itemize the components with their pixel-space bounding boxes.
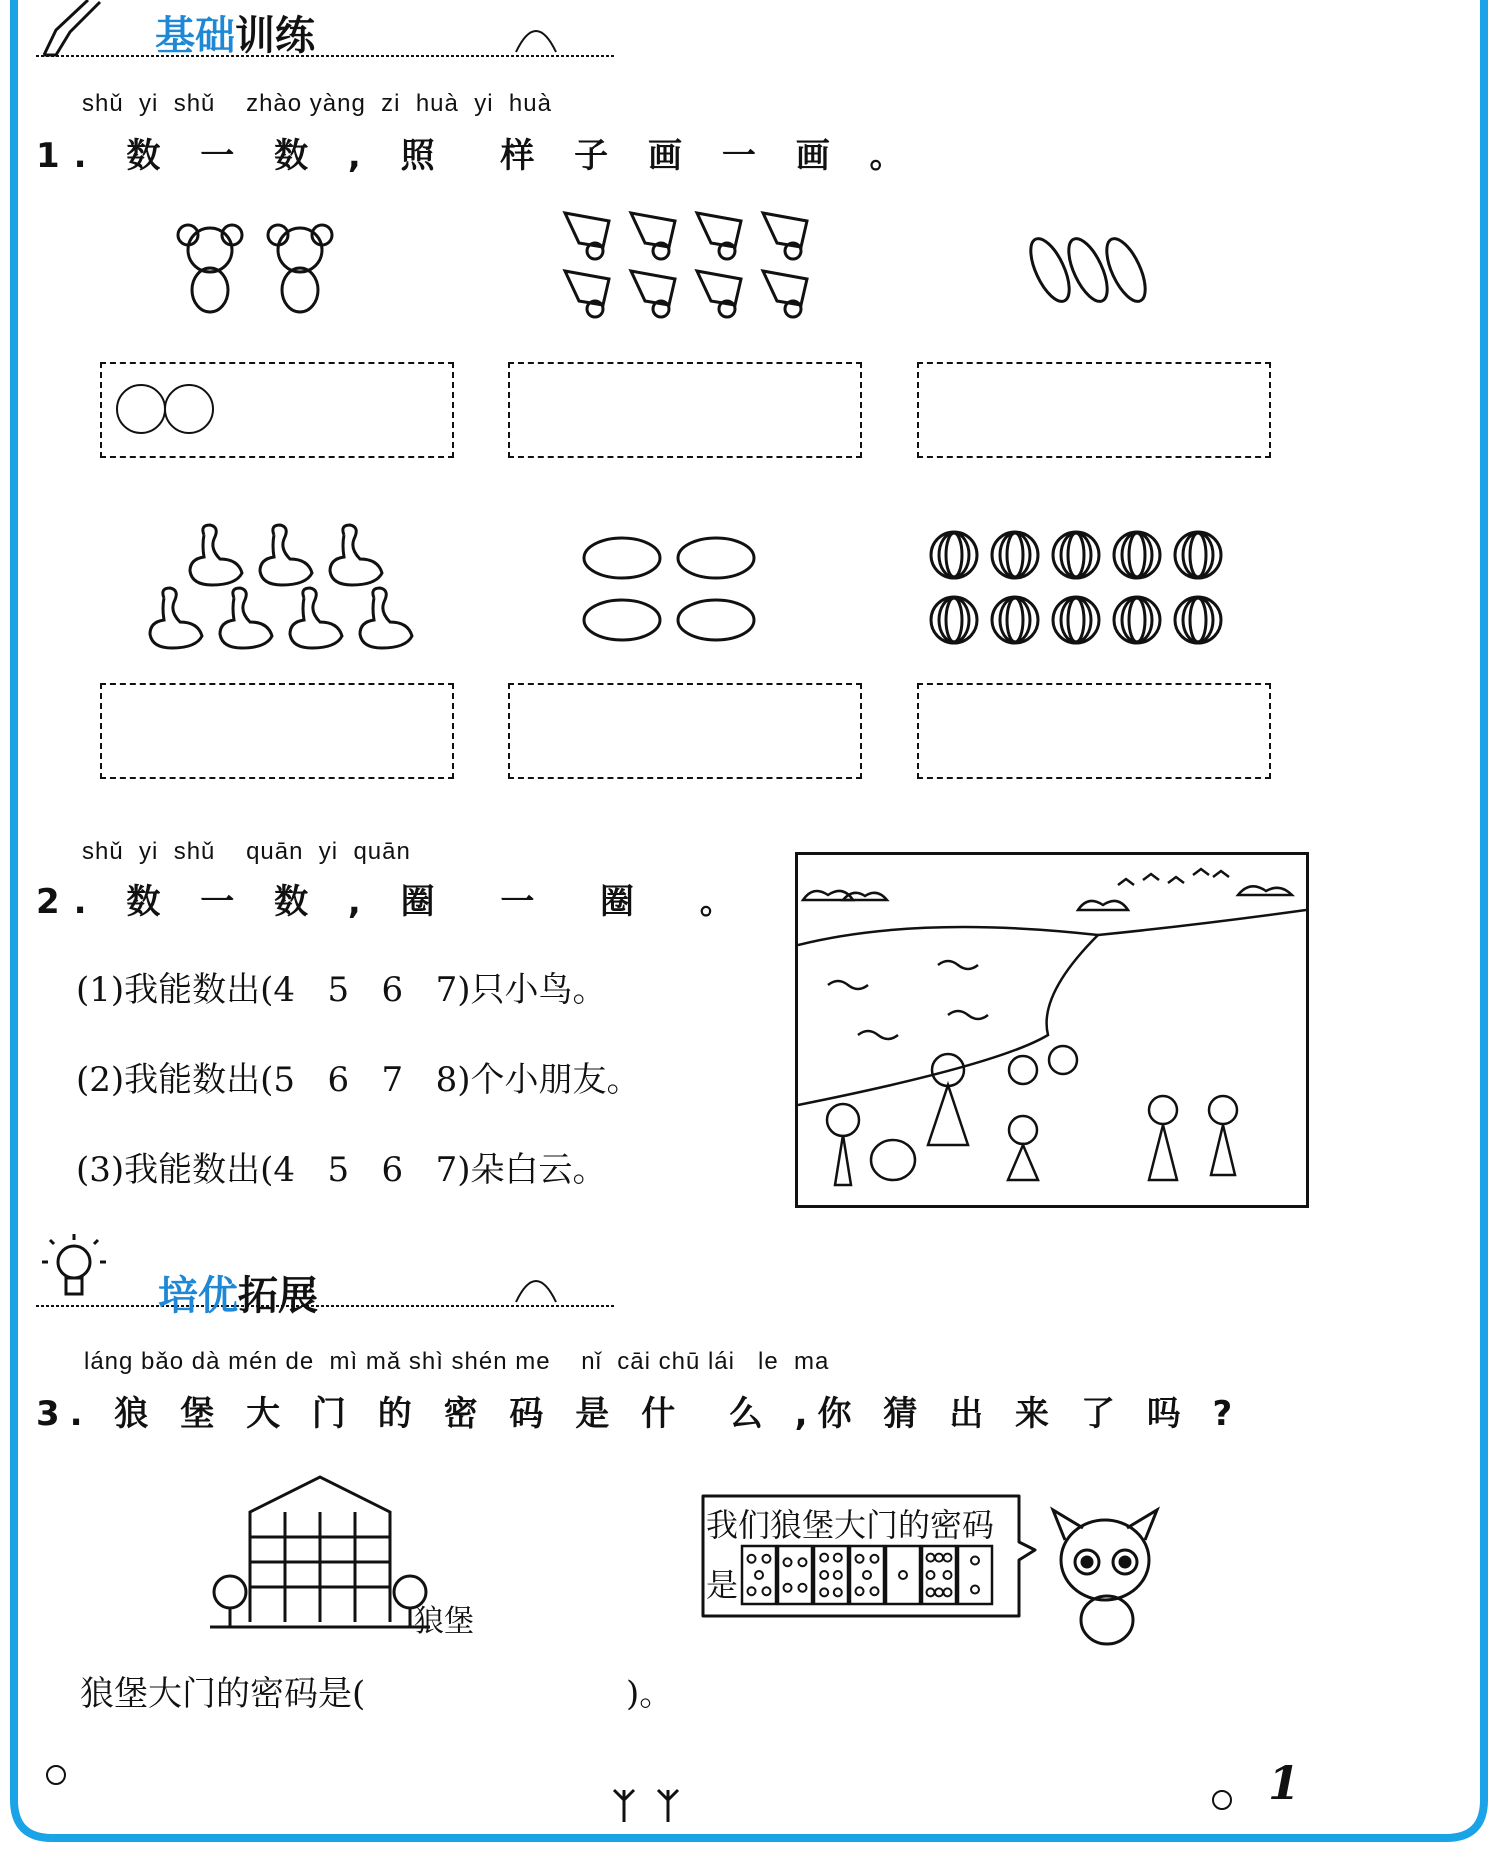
q1-pinyin: shǔ yi shǔ zhào yàng zi huà yi huà xyxy=(82,90,552,117)
wolf-character-icon xyxy=(1045,1500,1165,1650)
corn-icon xyxy=(1010,225,1170,315)
q3-text: 3. 狼 堡 大 门 的 密 码 是 什 么 ,你 猜 出 来 了 吗 ? xyxy=(36,1394,1243,1434)
answer-box-shuttlecocks[interactable] xyxy=(508,362,862,458)
section-header-decoration xyxy=(36,1232,626,1312)
dice-face xyxy=(814,1546,848,1604)
q2-item-clouds: (3)我能数出(4 5 6 7)朵白云。 xyxy=(76,1150,607,1190)
cloud-icon xyxy=(1238,886,1292,895)
q1-text: 1. 数 一 数 , 照 样 子 画 一 画 。 xyxy=(36,136,918,176)
section-header-decoration xyxy=(36,0,626,62)
dice-face xyxy=(886,1546,920,1604)
goose-icon xyxy=(360,588,412,648)
answer-box-geese[interactable] xyxy=(100,683,454,779)
section-title-dark: 训练 xyxy=(235,13,315,59)
shuttlecock-icon xyxy=(565,213,609,247)
page-number: 1 xyxy=(1268,1756,1301,1810)
section-title-blue: 培优 xyxy=(158,1273,238,1319)
shuttlecock-icon xyxy=(565,271,609,305)
monkey-icon xyxy=(170,215,360,315)
shuttlecock-icon xyxy=(631,213,675,247)
section-title-blue: 基础 xyxy=(155,13,235,59)
sample-circle xyxy=(116,384,166,434)
dice-face xyxy=(850,1546,884,1604)
cloud-icon xyxy=(1078,901,1128,910)
dice-code-strip xyxy=(740,1544,1000,1606)
ball-icon xyxy=(928,528,1238,653)
answer-box-corn[interactable] xyxy=(917,362,1271,458)
q2-text: 2. 数 一 数 , 圈 一 圈 。 xyxy=(36,882,748,922)
sample-circle xyxy=(164,384,214,434)
castle-building-illustration xyxy=(210,1462,430,1632)
castle-label: 狼堡 xyxy=(414,1604,474,1639)
shuttlecock-icon xyxy=(697,271,741,305)
shuttlecock-icon xyxy=(555,205,825,325)
dice-face xyxy=(958,1546,992,1604)
dice-face xyxy=(742,1546,776,1604)
goose-icon xyxy=(140,520,430,660)
bun-icon xyxy=(580,530,760,650)
password-answer-blank[interactable] xyxy=(398,1664,618,1708)
goose-icon xyxy=(220,588,272,648)
sprout-icon xyxy=(614,1790,678,1822)
goose-icon xyxy=(330,525,382,585)
section-title-basic xyxy=(155,4,315,61)
goose-icon xyxy=(260,525,312,585)
shuttlecock-icon xyxy=(763,271,807,305)
section-title-advanced xyxy=(158,1264,318,1321)
shuttlecock-icon xyxy=(697,213,741,247)
answer-suffix: )。 xyxy=(626,1674,674,1714)
beach-scene-illustration xyxy=(795,852,1309,1208)
shuttlecock-icon xyxy=(631,271,675,305)
speech-line-2: 是 xyxy=(706,1566,739,1604)
q2-pinyin: shǔ yi shǔ quān yi quān xyxy=(82,838,411,865)
bird-icon xyxy=(1118,869,1229,885)
speech-line-1: 我们狼堡大门的密码 xyxy=(706,1506,995,1544)
answer-box-balls[interactable] xyxy=(917,683,1271,779)
q3-pinyin: láng bǎo dà mén de mì mǎ shì shén me nǐ cāi chū lái le ma xyxy=(84,1348,830,1375)
shuttlecock-icon xyxy=(763,213,807,247)
answer-box-buns[interactable] xyxy=(508,683,862,779)
q2-item-birds: (1)我能数出(4 5 6 7)只小鸟。 xyxy=(76,970,607,1010)
answer-box-monkeys[interactable] xyxy=(100,362,454,458)
q2-item-children: (2)我能数出(5 6 7 8)个小朋友。 xyxy=(76,1060,641,1100)
goose-icon xyxy=(190,525,242,585)
goose-icon xyxy=(150,588,202,648)
goose-icon xyxy=(290,588,342,648)
answer-prefix: 狼堡大门的密码是( xyxy=(80,1674,366,1714)
pencil-icon xyxy=(44,0,100,55)
dice-face xyxy=(778,1546,812,1604)
lightbulb-icon xyxy=(42,1234,106,1294)
section-title-dark: 拓展 xyxy=(238,1273,318,1319)
